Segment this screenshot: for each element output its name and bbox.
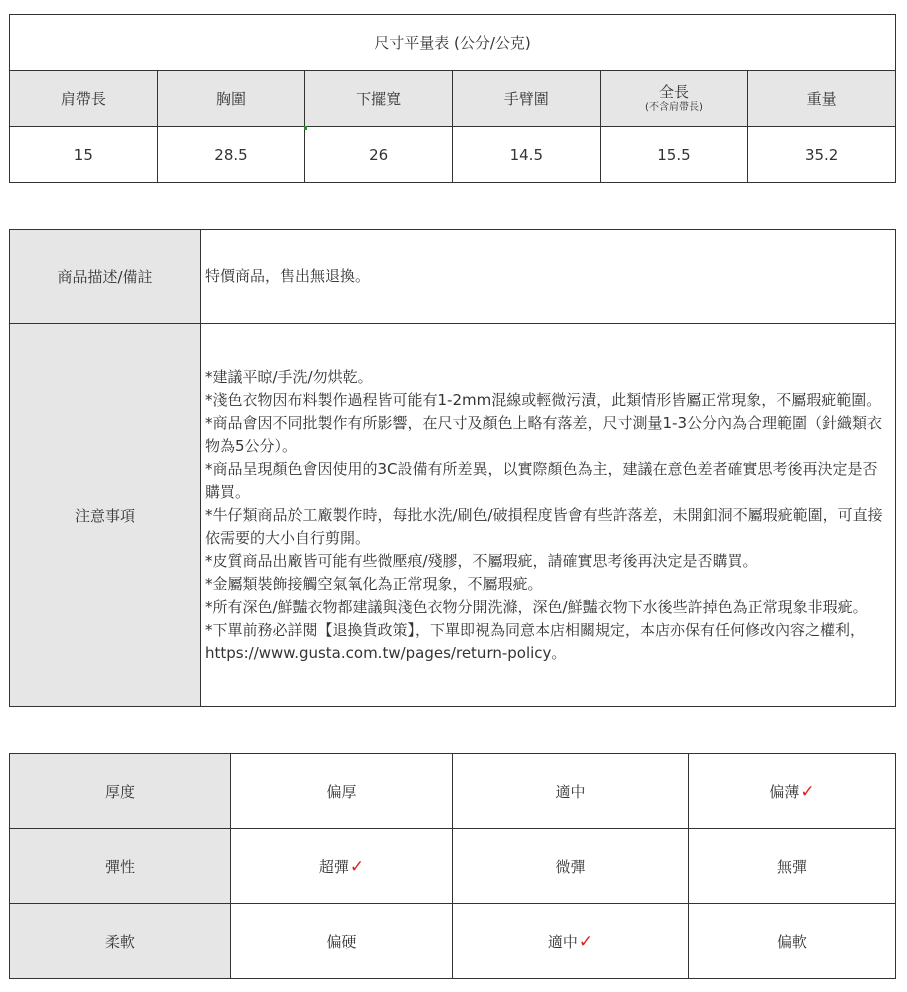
value-arm-circumference: 14.5	[452, 127, 600, 183]
option-label: 適中	[555, 782, 586, 801]
header-hem-width	[305, 71, 453, 127]
attribute-thickness: 厚度	[10, 754, 231, 829]
notice-label: 注意事項	[10, 324, 201, 707]
value-chest: 28.5	[157, 127, 305, 183]
size-table	[9, 14, 896, 183]
option-cell	[231, 904, 453, 979]
notice-item: *下單前務必詳閱【退換貨政策】，下單即視為同意本店相關規定，本店亦保有任何修改內容之權利，https://www.gusta.com.tw/pages/return-policy。	[205, 620, 866, 662]
header-shoulder-strap	[10, 71, 158, 127]
header-label: 全長	[658, 83, 689, 101]
header-label: 手臂圍	[503, 89, 549, 108]
value-shoulder-strap: 15	[10, 127, 158, 183]
notice-item: *商品呈現顏色會因使用的3C設備有所差異，以實際顏色為主，建議在意色差者確實思考後再決定是否購買。	[205, 459, 878, 501]
header-total-length	[600, 71, 748, 127]
option-cell	[689, 829, 896, 904]
attribute-elasticity: 彈性	[10, 829, 231, 904]
notice-item: *建議平晾/手洗/勿烘乾。	[205, 367, 373, 386]
option-label: 超彈	[318, 857, 349, 876]
notice-content	[201, 324, 896, 707]
elasticity-row	[10, 829, 896, 904]
fabric-feel-table	[9, 753, 896, 979]
notice-item: *所有深色/鮮豔衣物都建議與淺色衣物分開洗滌，深色/鮮豔衣物下水後些許掉色為正常現象非瑕疵。	[205, 597, 868, 616]
notice-item: *皮質商品出廠皆可能有些微壓痕/殘膠，不屬瑕疵，請確實思考後再決定是否購買。	[205, 551, 758, 570]
header-arm-circumference	[452, 71, 600, 127]
value-weight: 35.2	[748, 127, 896, 183]
option-cell	[453, 829, 689, 904]
attribute-softness: 柔軟	[10, 904, 231, 979]
header-label: 重量	[806, 89, 837, 108]
cell-marker	[304, 126, 307, 130]
option-cell	[453, 904, 689, 979]
option-label: 偏軟	[776, 932, 807, 951]
option-label: 微彈	[555, 857, 586, 876]
header-note: (不含肩帶長)	[645, 102, 703, 113]
option-cell	[231, 754, 453, 829]
softness-row	[10, 904, 896, 979]
size-table-title: 尺寸平量表 (公分/公克)	[10, 15, 896, 71]
notice-row	[10, 324, 896, 707]
option-label: 偏薄	[769, 782, 800, 801]
notice-item: *牛仔類商品於工廠製作時，每批水洗/刷色/破損程度皆會有些許落差，未開釦洞不屬瑕疵範圍，可直接依需要的大小自行剪開。	[205, 505, 883, 547]
size-table-header-row	[10, 71, 896, 127]
header-chest	[157, 71, 305, 127]
notice-item: *商品會因不同批製作有所影響，在尺寸及顏色上略有落差，尺寸測量1-3公分內為合理範圍（針織類衣物為5公分）。	[205, 413, 883, 455]
header-label: 下擺寬	[356, 89, 402, 108]
notice-item: *金屬類裝飾接觸空氣氧化為正常現象，不屬瑕疵。	[205, 574, 543, 593]
thickness-row	[10, 754, 896, 829]
checkmark-icon: ✓	[578, 931, 594, 952]
option-cell	[689, 754, 896, 829]
option-cell	[453, 754, 689, 829]
notice-list	[205, 366, 891, 665]
notes-table	[9, 229, 896, 707]
notice-item: *淺色衣物因布料製作過程皆可能有1-2mm混線或輕微污漬，此類情形皆屬正常現象，不屬瑕疵範圍。	[205, 390, 882, 409]
value-hem-width: 26	[305, 127, 453, 183]
checkmark-icon: ✓	[349, 856, 365, 877]
description-label: 商品描述/備註	[10, 230, 201, 324]
value-total-length: 15.5	[600, 127, 748, 183]
option-label: 無彈	[776, 857, 807, 876]
header-label: 肩帶長	[60, 89, 106, 108]
option-label: 適中	[547, 932, 578, 951]
header-weight	[748, 71, 896, 127]
header-label: 胸圍	[215, 89, 246, 108]
checkmark-icon: ✓	[800, 781, 815, 802]
size-table-value-row	[10, 127, 896, 183]
option-label: 偏硬	[326, 932, 357, 951]
option-cell	[689, 904, 896, 979]
description-text: 特價商品，售出無退換。	[201, 230, 896, 324]
option-label: 偏厚	[326, 782, 357, 801]
description-row	[10, 230, 896, 324]
option-cell	[231, 829, 453, 904]
